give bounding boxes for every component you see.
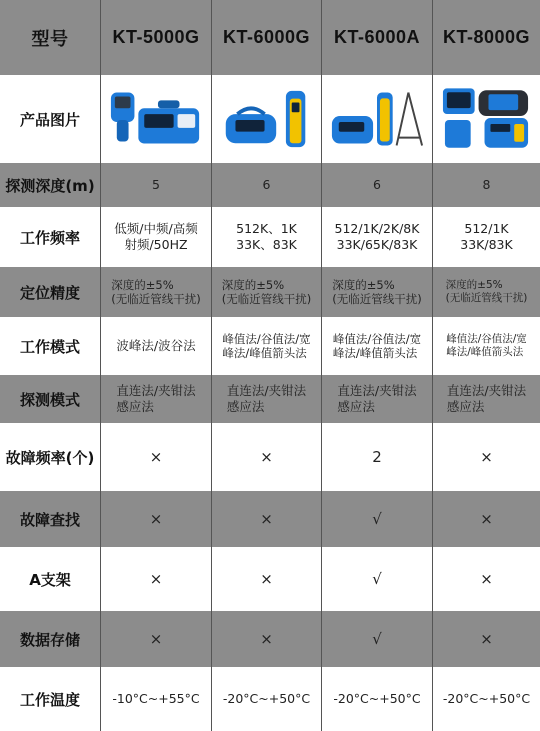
product-image-kt6000g — [212, 75, 322, 163]
fault-find-value: √ — [372, 510, 382, 528]
depth-value: 5 — [152, 177, 160, 193]
value-cell — [433, 611, 540, 667]
row-label: 故障查找 — [19, 510, 80, 529]
product-image-kt5000g — [101, 75, 212, 163]
value-cell — [101, 667, 212, 731]
value-cell — [322, 423, 433, 491]
value-cell — [433, 163, 540, 207]
detect-value: 直连法/夹钳法 感应法 — [446, 383, 527, 414]
accuracy-value: 深度的±5% (无临近管线干扰) — [332, 277, 422, 306]
value-cell — [212, 375, 322, 423]
value-cell — [322, 375, 433, 423]
value-cell — [322, 491, 433, 547]
header-model-cell — [101, 0, 212, 75]
row-label: 探测深度(m) — [5, 176, 95, 195]
detect-value: 直连法/夹钳法 感应法 — [226, 383, 307, 414]
value-cell — [212, 667, 322, 731]
accuracy-value: 深度的±5% (无临近管线干扰) — [221, 277, 312, 306]
model-name: KT-6000G — [222, 27, 311, 47]
temperature-value: -10°C~+55°C — [112, 691, 200, 707]
fault-freq-value: × — [260, 448, 273, 466]
model-name: KT-8000G — [442, 27, 531, 47]
header-model-cell — [433, 0, 540, 75]
product-image-kt8000g — [433, 75, 540, 163]
value-cell — [101, 491, 212, 547]
value-cell — [433, 423, 540, 491]
value-cell — [101, 207, 212, 267]
row-label-cell — [0, 491, 101, 547]
value-cell — [101, 317, 212, 375]
mode-value: 峰值法/谷值法/宽 峰法/峰值箭头法 — [446, 332, 527, 358]
depth-value: 8 — [482, 177, 491, 193]
row-label: A支架 — [29, 570, 71, 589]
temperature-value: -20°C~+50°C — [222, 691, 311, 707]
device-image — [107, 84, 205, 154]
value-cell — [212, 267, 322, 317]
value-cell — [322, 667, 433, 731]
model-name: KT-5000G — [112, 27, 200, 47]
mode-value: 波峰法/波谷法 — [116, 338, 196, 354]
frequency-value: 512/1K 33K/83K — [460, 221, 513, 252]
value-cell — [212, 163, 322, 207]
row-label-cell — [0, 267, 101, 317]
value-cell — [433, 317, 540, 375]
fault-find-value: × — [260, 510, 273, 528]
row-label-cell — [0, 317, 101, 375]
frequency-value: 512K、1K 33K、83K — [236, 221, 297, 252]
row-label-cell — [0, 423, 101, 491]
temperature-value: -20°C~+50°C — [442, 691, 531, 707]
frequency-value: 低频/中频/高频 射频/50HZ — [114, 221, 198, 252]
fault-freq-value: × — [480, 448, 493, 466]
value-cell — [212, 207, 322, 267]
row-label-cell — [0, 207, 101, 267]
value-cell — [433, 547, 540, 611]
mode-value: 峰值法/谷值法/宽 峰法/峰值箭头法 — [332, 331, 422, 360]
row-label-cell — [0, 611, 101, 667]
value-cell — [101, 267, 212, 317]
a-frame-value: × — [149, 570, 163, 588]
value-cell — [322, 547, 433, 611]
value-cell — [212, 547, 322, 611]
value-cell — [322, 317, 433, 375]
value-cell — [322, 163, 433, 207]
storage-value: × — [149, 630, 163, 648]
value-cell — [101, 163, 212, 207]
row-label: 产品图片 — [19, 110, 80, 129]
detect-value: 直连法/夹钳法 感应法 — [116, 383, 196, 414]
row-label: 故障频率(个) — [5, 448, 95, 467]
row-label-cell — [0, 163, 101, 207]
value-cell — [212, 317, 322, 375]
mode-value: 峰值法/谷值法/宽 峰法/峰值箭头法 — [222, 331, 311, 360]
value-cell — [322, 611, 433, 667]
row-label: 探测模式 — [19, 390, 80, 409]
row-label-cell — [0, 667, 101, 731]
storage-value: × — [480, 630, 493, 648]
value-cell — [101, 423, 212, 491]
header-label: 型号 — [31, 28, 69, 49]
accuracy-value: 深度的±5% (无临近管线干扰) — [445, 278, 528, 304]
header-model-cell — [322, 0, 433, 75]
value-cell — [433, 375, 540, 423]
a-frame-value: × — [260, 570, 273, 588]
value-cell — [212, 491, 322, 547]
value-cell — [433, 667, 540, 731]
row-label: 定位精度 — [19, 283, 80, 302]
row-label: 工作频率 — [19, 228, 80, 247]
device-image — [218, 84, 315, 154]
value-cell — [101, 375, 212, 423]
row-label-cell — [0, 375, 101, 423]
product-image-kt6000a — [322, 75, 433, 163]
model-name: KT-6000A — [333, 27, 421, 47]
value-cell — [212, 611, 322, 667]
accuracy-value: 深度的±5% (无临近管线干扰) — [111, 277, 201, 306]
value-cell — [322, 207, 433, 267]
value-cell — [433, 207, 540, 267]
value-cell — [433, 267, 540, 317]
value-cell — [101, 547, 212, 611]
storage-value: √ — [372, 630, 382, 648]
depth-value: 6 — [373, 177, 381, 193]
row-label: 工作模式 — [19, 337, 80, 356]
depth-value: 6 — [262, 177, 271, 193]
temperature-value: -20°C~+50°C — [333, 691, 421, 707]
device-image — [328, 84, 426, 154]
value-cell — [322, 267, 433, 317]
device-image — [439, 84, 534, 154]
header-label-cell — [0, 0, 101, 75]
value-cell — [433, 491, 540, 547]
fault-find-value: × — [149, 510, 163, 528]
value-cell — [101, 611, 212, 667]
value-cell — [212, 423, 322, 491]
fault-freq-value: × — [149, 448, 163, 466]
row-label-cell — [0, 547, 101, 611]
detect-value: 直连法/夹钳法 感应法 — [337, 383, 417, 414]
frequency-value: 512/1K/2K/8K 33K/65K/83K — [334, 221, 420, 252]
row-label: 数据存储 — [19, 630, 80, 649]
a-frame-value: √ — [372, 570, 382, 588]
fault-find-value: × — [480, 510, 493, 528]
a-frame-value: × — [480, 570, 493, 588]
header-model-cell — [212, 0, 322, 75]
fault-freq-value: 2 — [372, 448, 382, 466]
row-label: 工作温度 — [19, 690, 80, 709]
row-label-cell — [0, 75, 101, 163]
storage-value: × — [260, 630, 273, 648]
